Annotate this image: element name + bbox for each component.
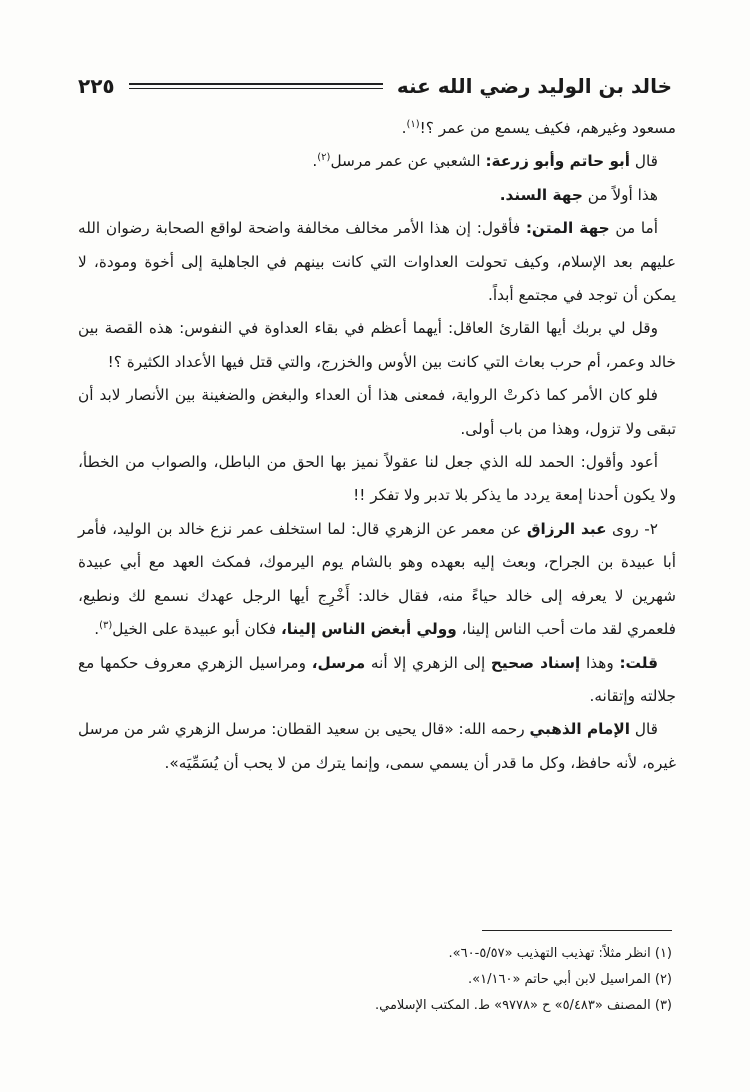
footnotes [78,941,672,1019]
paragraph-1: مسعود وغيرهم، فكيف يسمع من عمر ؟!$^{(١)}$. [401,118,676,137]
footnote-ref-1: (١) [406,118,420,130]
running-title: خالد بن الوليد رضي الله عنه [396,74,672,98]
footnote-divider [482,930,672,931]
paragraph-4: أما من جهة المتن: فأقول: إن هذا الأمر مخالف مخالفة واضحة لواقع الصحابة رضوان الله عليهم بعد الإسلام، وكيف تحولت العداوات التي كانت بينهم في الجاهلية إلى أخوة ومودة، لا يمكن أن توجد في مجتمع أبداً. [78,219,676,305]
main-text [78,112,676,780]
paragraph-10: قال الإمام الذهبي رحمه الله: «قال يحيى بن سعيد القطان: مرسل الزهري شر من مرسل غيره، لأنه حافظ، وكل ما قدر أن يسمي سمى، وإنما يترك من لا يحب أن يُسَمِّيَه». [78,720,676,772]
footnote-1: (١) انظر مثلاً: تهذيب التهذيب «٥/٥٧-٦٠». [448,946,672,961]
paragraph-5: وقل لي بربك أيها القارئ العاقل: أيهما أعظم في بقاء العداوة في النفوس: هذه القصة بين خالد وعمر، أم حرب بعاث التي كانت بين الأوس والخزرج، والتي قتل فيها الأعداد الكثيرة ؟! [78,319,676,371]
paragraph-3: هذا أولاً من جهة السند. [499,185,658,204]
footnote-ref-2: (٢) [317,152,331,164]
footnote-3: (٣) المصنف «٥/٤٨٣» ح «٩٧٧٨» ط. المكتب الإسلامي. [374,998,672,1013]
paragraph-6: فلو كان الأمر كما ذكرتْ الرواية، فمعنى هذا أن العداء والبغض والضغينة بين الأنصار لابد أن تبقى ولا تزول، وهذا من باب أولى. [78,386,676,438]
header-rule [129,83,383,89]
page-header [78,62,672,110]
paragraph-9: قلت: وهذا إسناد صحيح إلى الزهري إلا أنه مرسل، ومراسيل الزهري معروف حكمها مع جلالته وإتقانه. [78,653,676,705]
paragraph-8: ٢- روى عبد الرزاق عن معمر عن الزهري قال: لما استخلف عمر نزع خالد بن الوليد، فأمر أبا عبيدة بن الجراح، وبعث إليه بعهده وهو بالشام يوم اليرموك، فمكث العهد مع أبي عبيدة شهرين لا يعرفه إلى خالد حياءً منه، فقال خالد: أَخْرِج أيها الرجل عهدك نسمع لك ونطيع، فلعمري لقد مات أحب الناس إلينا، وولي أبغض الناس إلينا، فكان أبو عبيدة على الخيل$^{(٣)}$. [78,519,676,639]
paragraph-2: قال أبو حاتم وأبو زرعة: الشعبي عن عمر مرسل$^{(٢)}$. [312,152,658,171]
footnote-ref-3: (٣) [99,620,113,631]
footnote-2: (٢) المراسيل لابن أبي حاتم «١/١٦٠». [468,972,672,987]
page-number: ٢٢٥ [78,74,115,98]
paragraph-7: أعود وأقول: الحمد لله الذي جعل لنا عقولاً نميز بها الحق من الباطل، والصواب من الخطأ، ولا يكون أحدنا إمعة يردد ما يذكر بلا تدبر ولا تفكر !! [78,453,676,505]
